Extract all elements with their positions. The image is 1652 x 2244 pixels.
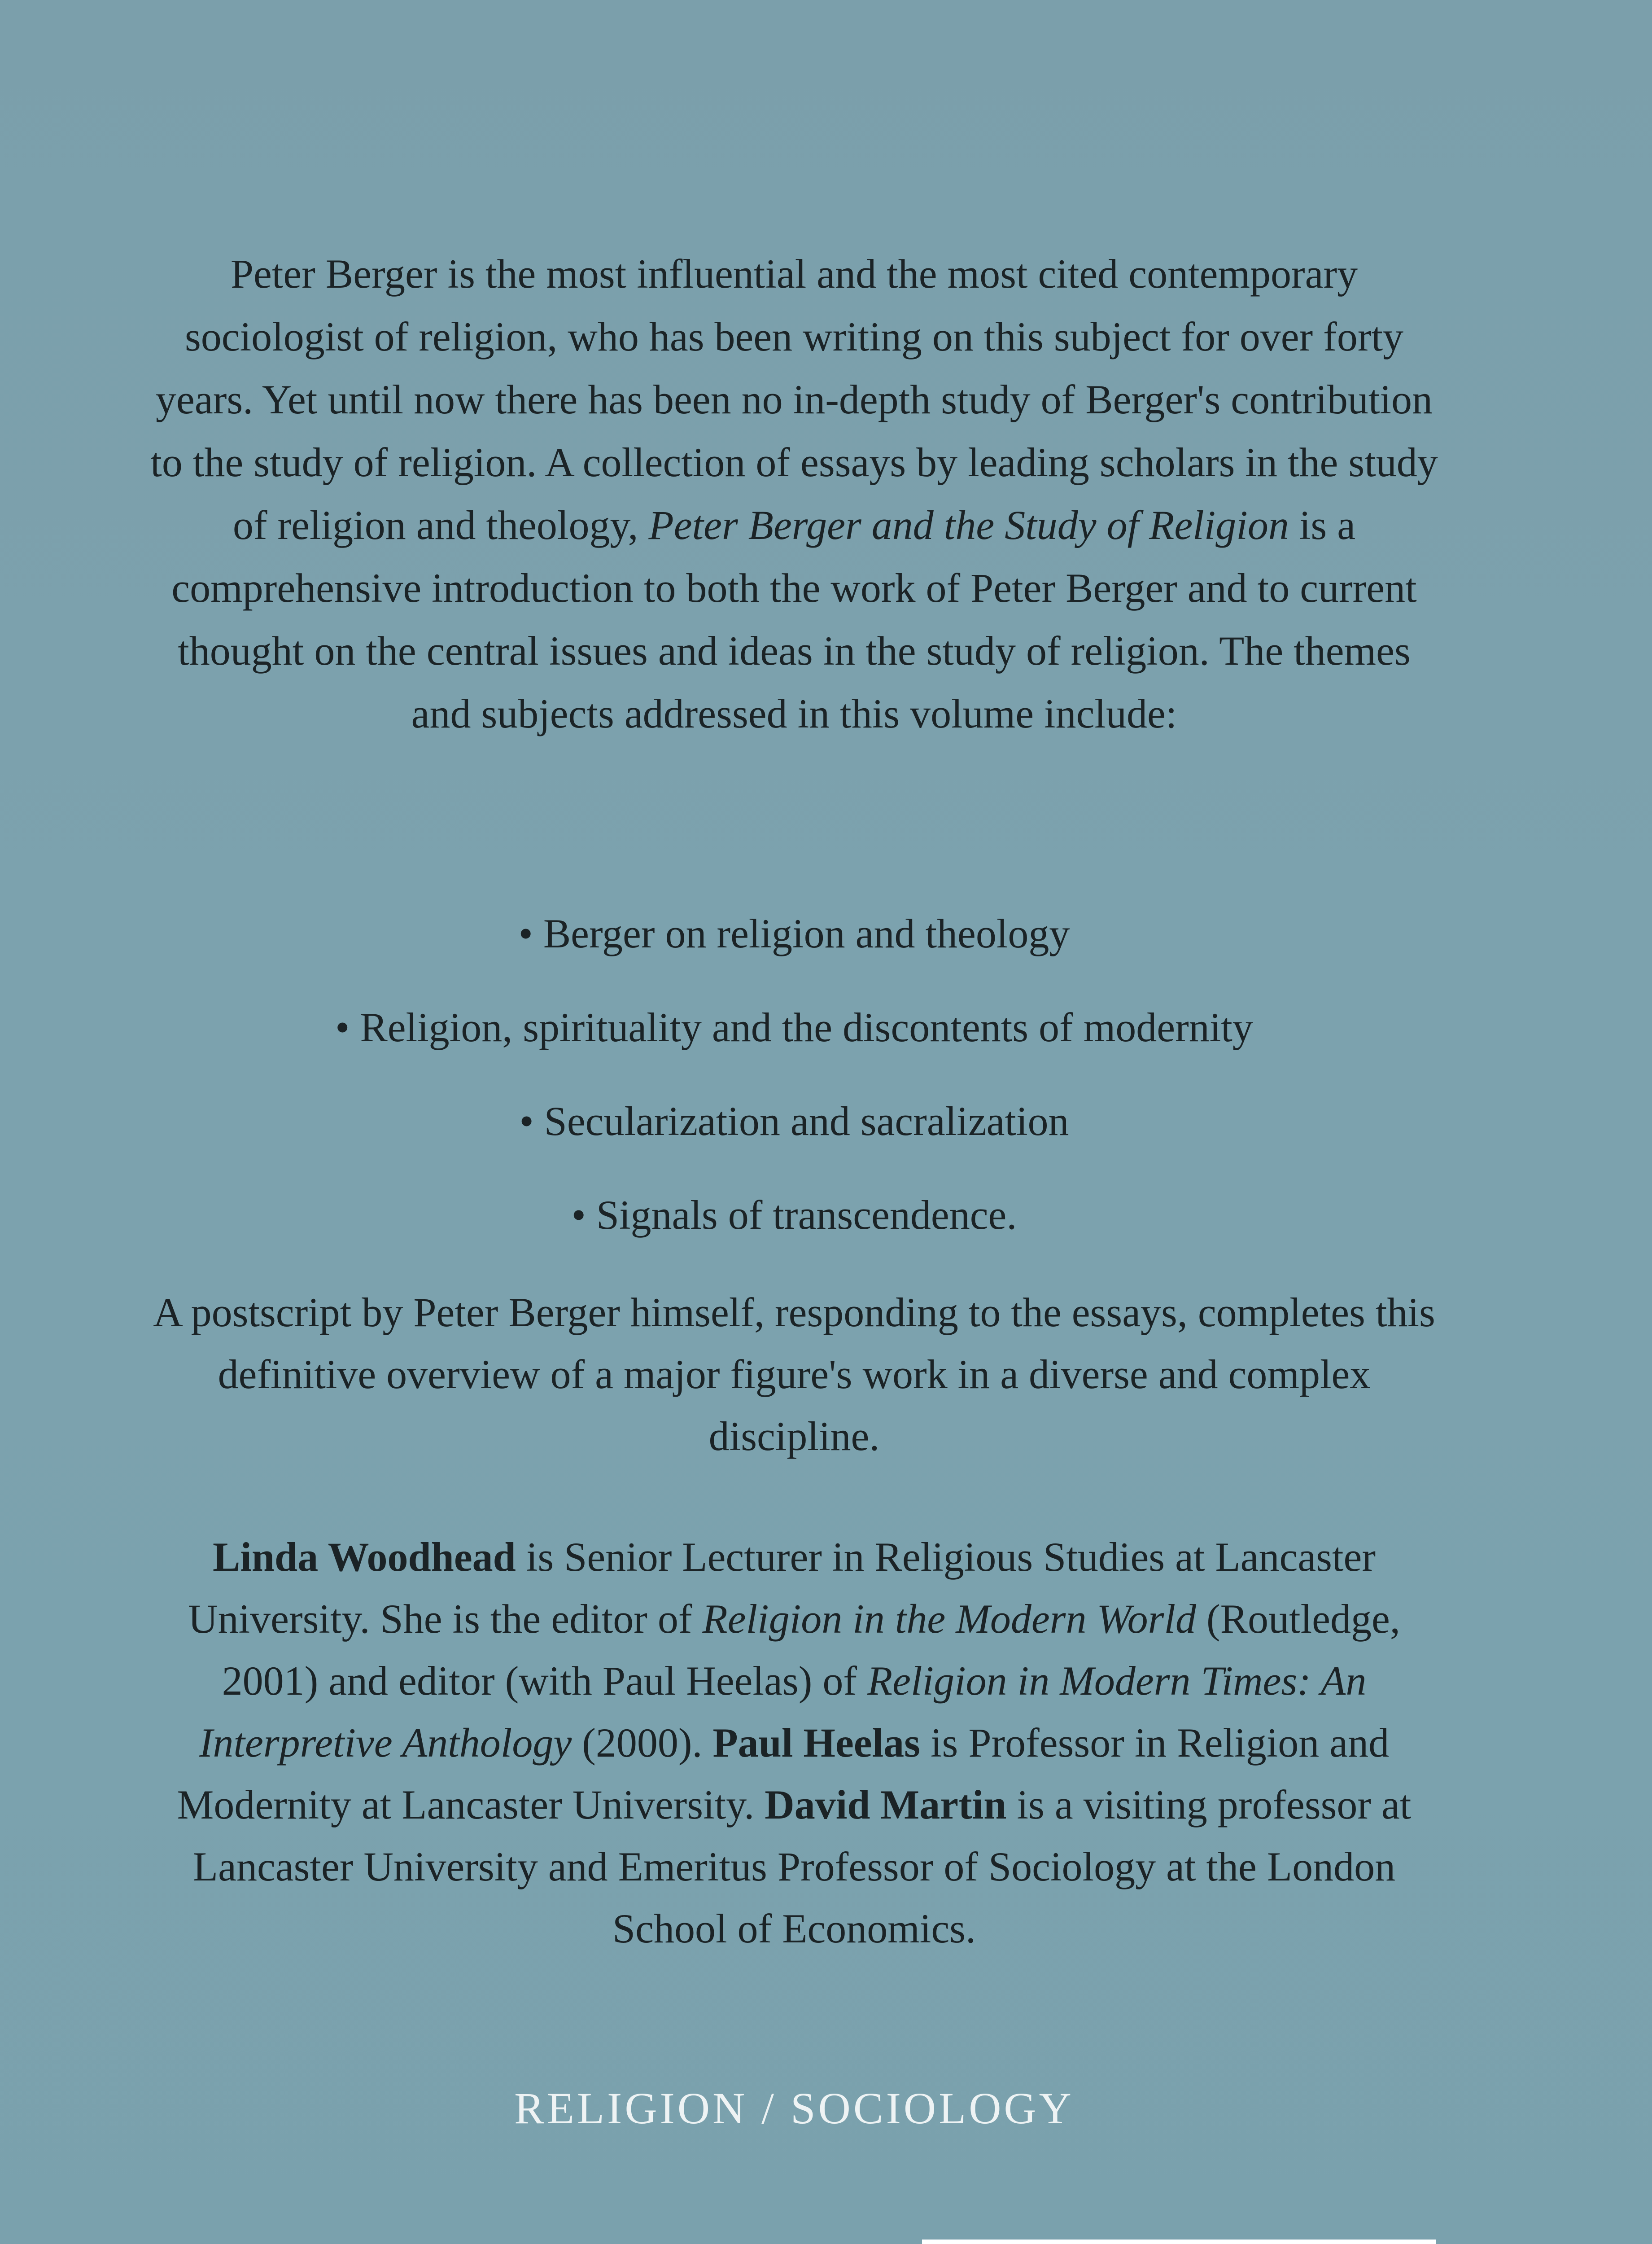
blurb-text-start: Peter Berger is the most influential and the most cited contemporary sociologist of religion, who has been writing on this subject for over forty years. Yet until now there has been no in-depth study of Berger's contribution to the study of religion. A collection of essays by leading scholars in the study of religion and theology, xyxy=(150,251,1438,548)
theme-item: • Secularization and sacralization xyxy=(148,1090,1440,1153)
theme-item: • Religion, spirituality and the discontents of modernity xyxy=(148,996,1440,1059)
bio-text: is Senior Lecturer in Religious Studies at Lancaster University. She is the editor of xyxy=(188,1534,1376,1642)
theme-item: • Berger on religion and theology xyxy=(148,902,1440,965)
theme-item: • Signals of transcendence. xyxy=(148,1183,1440,1246)
bio-text: is a visiting professor at Lancaster University and Emeritus Professor of Sociology at the London School of Economics. xyxy=(192,1782,1412,1951)
book-title: Religion in the Modern World xyxy=(702,1596,1197,1642)
editor-name: David Martin xyxy=(765,1782,1007,1828)
bio-text: (2000). xyxy=(572,1720,713,1766)
barcode-panel xyxy=(922,2240,1436,2244)
editor-name: Paul Heelas xyxy=(712,1720,920,1766)
bio-text: is Professor in Religion and Modernity at Lancaster University. xyxy=(177,1720,1390,1828)
book-title: Peter Berger and the Study of Religion xyxy=(648,502,1289,548)
themes-list xyxy=(148,902,1440,1277)
blurb-text-end: is a comprehensive introduction to both the work of Peter Berger and to current thought on the central issues and ideas in the study of religion. The themes and subjects addressed in this volume include: xyxy=(171,502,1417,736)
editor-name: Linda Woodhead xyxy=(212,1534,516,1580)
postscript-paragraph: A postscript by Peter Berger himself, responding to the essays, completes this definitive overview of a major figure's work in a diverse and complex discipline. xyxy=(153,1289,1435,1459)
bio-text: (Routledge, 2001) and editor (with Paul Heelas) of xyxy=(222,1596,1400,1704)
blurb-paragraph xyxy=(148,242,1440,745)
editors-bio xyxy=(148,1526,1440,1959)
subject-category: RELIGION / SOCIOLOGY xyxy=(514,2083,1074,2133)
book-title: Religion in Modern Times: An Interpretive Anthology xyxy=(199,1658,1367,1766)
